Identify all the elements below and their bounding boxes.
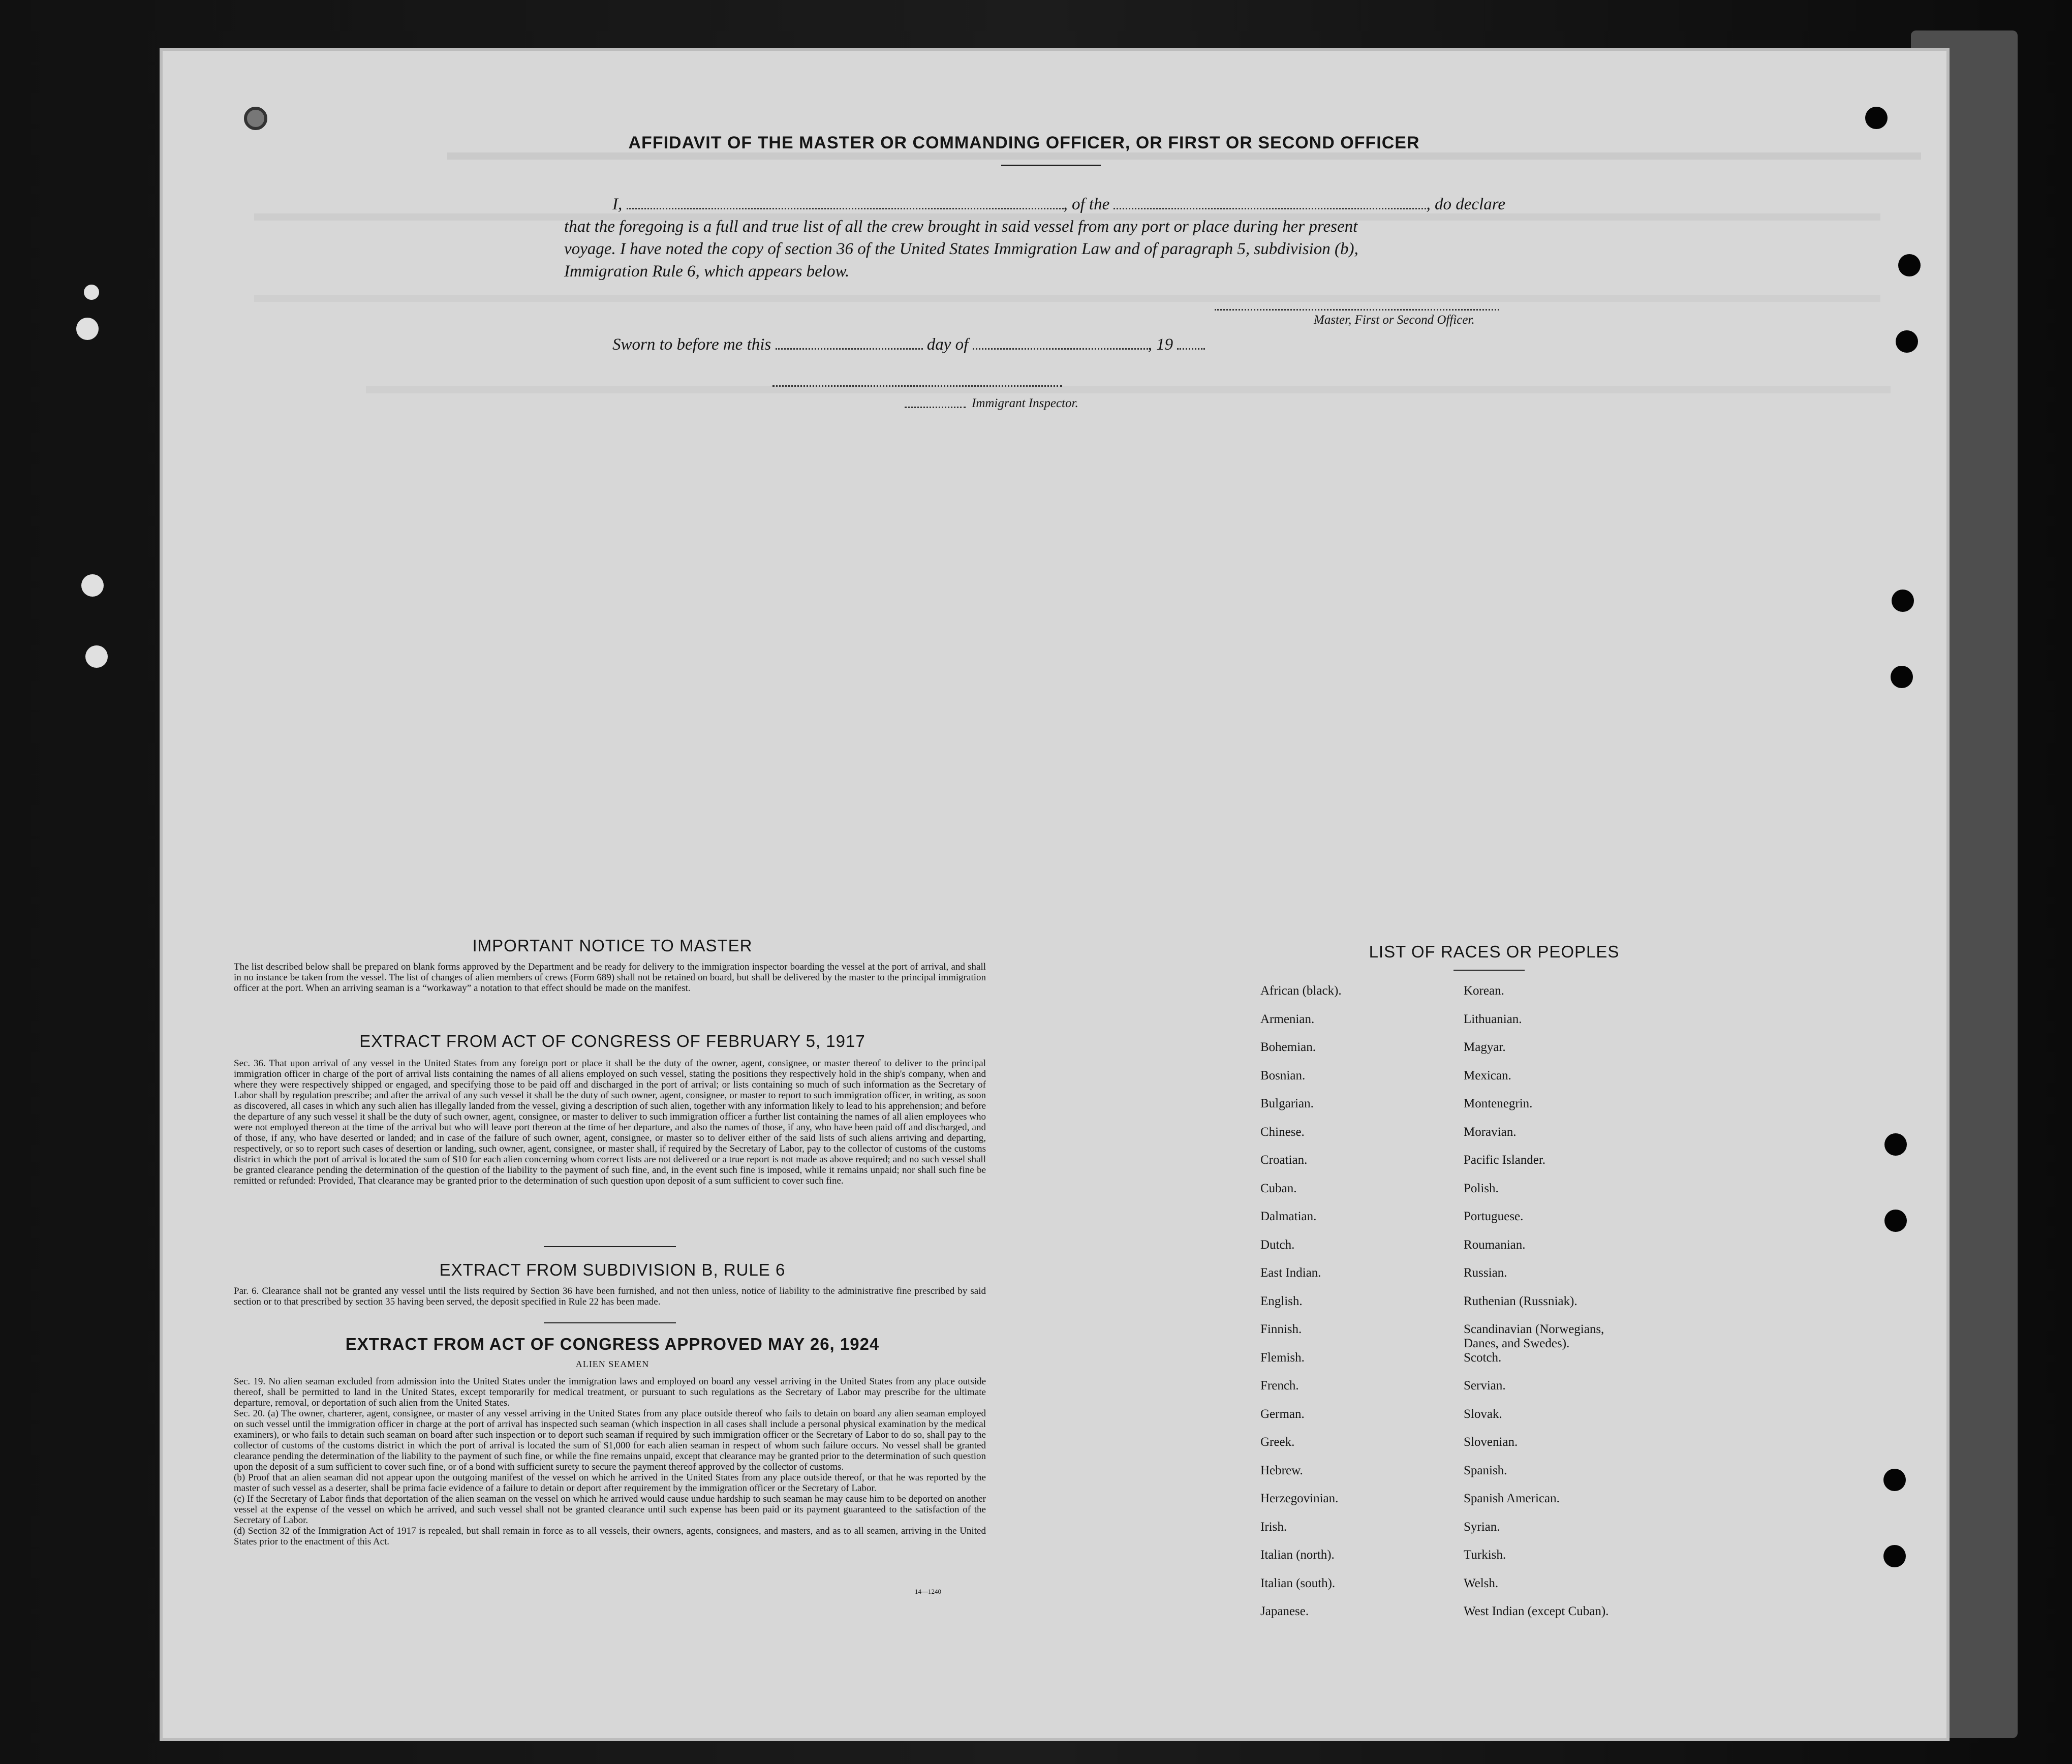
- alien-seamen-heading: ALIEN SEAMEN: [575, 1359, 650, 1369]
- year-label: , 19: [1148, 335, 1173, 354]
- race-item: Roumanian.: [1464, 1237, 1526, 1252]
- punch-hole: [1865, 107, 1888, 129]
- race-item: Croatian.: [1260, 1153, 1308, 1167]
- race-item: West Indian (except Cuban).: [1464, 1604, 1609, 1618]
- race-item: Russian.: [1464, 1266, 1507, 1280]
- punch-hole: [1891, 666, 1913, 688]
- bleed-through: [366, 386, 1891, 393]
- race-item: Slovak.: [1464, 1407, 1502, 1421]
- race-item: Spanish American.: [1464, 1492, 1560, 1505]
- race-item: Hebrew.: [1260, 1463, 1303, 1477]
- race-item: Spanish.: [1464, 1463, 1507, 1477]
- extract-1917-body: Sec. 36. That upon arrival of any vessel in the United States from any foreign port or place it shall be the duty of the owner, agent, consignee, or master thereof to deliver to the principal immigration officer in charge of the port of arrival lists containing the names of all aliens employed on such vessel, stating the positions they respectively hold in the ship's company, when and where they were respectively shipped or engaged, and specifying those to be paid off and discharged in the port of arrival; or lists containing so much of such information as the Secretary of Labor shall by regulation prescribe; and after the arrival of any such vessel it shall be the duty of such owner, agent, consignee, or master to report to such immigration officer, in writing, as soon as discovered, all cases in which any such alien has illegally landed from the vessel, giving a description of such alien, together with any information likely to lead to his apprehension; and before the departure of any such vessel it shall be the duty of such owner, agent, consignee, or master to deliver to such immigration officer a further list containing the names of all alien employees who were not employed thereon at the time of the arrival but who will leave port thereon at the time of her departure, and also the names of those, if any, who have been paid off and discharged, and of those, if any, who have deserted or landed; and in case of the failure of such owner, agent, consignee, or master so to deliver either of the said lists of such aliens arriving and departing, respectively, or so to report such cases of desertion or landing, such owner, agent, consignee, or master shall, if required by the Secretary of Labor, pay to the collector of customs of the customs district in which the port of arrival is located the sum of $10 for each alien concerning whom correct lists are not delivered or a true report is not made as above required; and no such vessel shall be granted clearance pending the determination of the question of the liability to the payment of such fine, and, in the event such fine is imposed, while it remains unpaid; nor shall such fine be remitted or refunded: Provided, That clearance may be granted prior to the determination of such question upon deposit of a sum sufficient to cover such fine.: [234, 1058, 986, 1186]
- race-item: African (black).: [1260, 984, 1342, 998]
- extract-1924-title: EXTRACT FROM ACT OF CONGRESS APPROVED MAY 26, 1924: [345, 1335, 880, 1353]
- race-item: Chinese.: [1260, 1125, 1305, 1139]
- punch-hole: [244, 107, 267, 130]
- race-item: Portuguese.: [1464, 1210, 1524, 1223]
- race-item: Scandinavian (Norwegians, Danes, and Swedes).: [1464, 1322, 1604, 1350]
- punch-hole: [1883, 1469, 1906, 1491]
- of-the-label: , of the: [1063, 195, 1110, 213]
- master-signature-field[interactable]: [1215, 304, 1499, 311]
- sworn-label: Sworn to before me this: [612, 335, 771, 354]
- race-item: Lithuanian.: [1464, 1012, 1522, 1026]
- punch-hole: [1896, 330, 1918, 353]
- extract-rule6-title: EXTRACT FROM SUBDIVISION B, RULE 6: [439, 1260, 786, 1279]
- sworn-line: [612, 335, 1205, 354]
- race-item: Italian (north).: [1260, 1548, 1335, 1562]
- bleed-through: [254, 295, 1880, 302]
- notice-title: IMPORTANT NOTICE TO MASTER: [472, 936, 753, 955]
- inspector-caption: Immigrant Inspector.: [972, 396, 1078, 410]
- form-code: 14—1240: [915, 1588, 941, 1595]
- punch-hole: [85, 645, 108, 668]
- extract-1917-title: EXTRACT FROM ACT OF CONGRESS OF FEBRUARY 5, 1917: [359, 1032, 865, 1050]
- races-list-right: [1464, 984, 1609, 1633]
- race-item: Japanese.: [1260, 1604, 1309, 1618]
- races-rule: [1454, 970, 1525, 971]
- race-item: Bulgarian.: [1260, 1097, 1314, 1110]
- declare-label: , do declare: [1426, 195, 1505, 213]
- race-item: Mexican.: [1464, 1068, 1511, 1082]
- affidavit-declaration-line: [612, 195, 1505, 214]
- race-item: Armenian.: [1260, 1012, 1315, 1026]
- race-item: Syrian.: [1464, 1520, 1500, 1534]
- section-rule: [544, 1246, 676, 1247]
- punch-hole: [76, 318, 99, 340]
- race-item: Herzegovinian.: [1260, 1492, 1339, 1505]
- race-item: Bohemian.: [1260, 1040, 1316, 1054]
- inspector-signature-field[interactable]: [772, 380, 1062, 387]
- race-item: Magyar.: [1464, 1040, 1506, 1054]
- race-item: Flemish.: [1260, 1350, 1305, 1365]
- race-item: Servian.: [1464, 1379, 1506, 1392]
- punch-hole: [1892, 590, 1914, 612]
- affidavit-text-line: Immigration Rule 6, which appears below.: [564, 262, 850, 281]
- punch-hole: [1883, 1545, 1906, 1567]
- race-item: English.: [1260, 1294, 1303, 1308]
- punch-hole: [84, 285, 99, 300]
- race-item: Turkish.: [1464, 1548, 1506, 1562]
- punch-hole: [1884, 1133, 1907, 1156]
- year-field[interactable]: [1177, 343, 1205, 350]
- race-item: Moravian.: [1464, 1125, 1517, 1139]
- i-label: I,: [612, 195, 623, 213]
- affidavit-text-line: voyage. I have noted the copy of section 36 of the United States Immigration Law and of paragraph 5, subdivision (b),: [564, 240, 1358, 258]
- title-rule: [1001, 165, 1101, 166]
- races-list-left: [1260, 984, 1342, 1633]
- extract-1924-body: Sec. 19. No alien seaman excluded from admission into the United States under the immigration laws and employed on board any vessel arriving in the United States from any place outside thereof, shall be permitted to land in the United States, except temporarily for medical treatment, or pursuant to such regulations as the Secretary of Labor may prescribe for the ultimate departure, removal, or deportation of such alien from the United States. Sec. 20. (a) The owner, charterer, agent, consignee, or master of any vessel arriving in the United States from any place outside thereof who fails to detain on board any alien seaman employed on such vessel until the immigration officer in charge at the port of arrival has inspected such seaman (which inspection in all cases shall include a personal physical examination by the medical examiners), or who fails to detain such seaman on board after such inspection or to deport such seaman if required by such immigration officer or the Secretary of Labor to do so, shall pay to the collector of customs of the customs district in which the port of arrival is located the sum of $1,000 for each alien seaman in respect of whom such failure occurs. No vessel shall be granted clearance pending the determination of the liability to the payment of such fine, or while the fine remains unpaid, except that clearance may be granted prior to the determination of such question upon the deposit of a sum sufficient to cover such fine, or of a bond with sufficient surety to secure the payment thereof approved by the collector of customs. (b) Proof that an alien seaman did not appear upon the outgoing manifest of the vessel on which he arrived in the United States from any place outside thereof, or that he was reported by the master of such vessel as a deserter, shall be prima facie evidence of a failure to detain or deport after requirement by the immigration officer or the Secretary of Labor. (c) If the Secretary of Labor finds that deportation of the alien seaman on the vessel on which he arrived would cause undue hardship to such seaman he may cause him to be deported on another vessel at the expense of the vessel on which he arrived, and such vessel shall not be granted clearance until such expense has been paid or its payment guaranteed to the satisfaction of the Secretary of Labor. (d) Section 32 of the Immigration Act of 1917 is repealed, but shall remain in force as to all vessels, their owners, agents, consignees, and masters, and as to all seamen, arriving in the United States prior to the enactment of this Act.: [234, 1376, 986, 1547]
- race-item: Polish.: [1464, 1181, 1499, 1195]
- punch-hole: [81, 574, 104, 597]
- race-item: Slovenian.: [1464, 1435, 1518, 1449]
- affidavit-title: AFFIDAVIT OF THE MASTER OR COMMANDING OFFICER, OR FIRST OR SECOND OFFICER: [628, 133, 1420, 152]
- name-field[interactable]: [627, 203, 1064, 209]
- bleed-through: [447, 152, 1921, 160]
- race-item: Dalmatian.: [1260, 1210, 1317, 1223]
- race-item: Welsh.: [1464, 1576, 1499, 1590]
- month-field[interactable]: [973, 343, 1148, 350]
- race-item: Bosnian.: [1260, 1068, 1306, 1082]
- race-item: Italian (south).: [1260, 1576, 1336, 1590]
- race-item: Finnish.: [1260, 1322, 1302, 1336]
- race-item: French.: [1260, 1379, 1299, 1392]
- inspector-dots: [905, 401, 966, 408]
- race-item: Irish.: [1260, 1520, 1287, 1534]
- race-item: Dutch.: [1260, 1237, 1295, 1252]
- extract-rule6-body: Par. 6. Clearance shall not be granted any vessel until the lists required by Section 36 have been furnished, and not then unless, notice of liability to the administrative fine prescribed by said section or to that prescribed by section 35 having been served, the deposit specified in Rule 22 has been made.: [234, 1286, 986, 1307]
- race-item: Korean.: [1464, 984, 1504, 998]
- punch-hole: [1898, 254, 1921, 276]
- affidavit-text-line: that the foregoing is a full and true list of all the crew brought in said vessel from any port or place during her present: [564, 218, 1358, 236]
- race-item: Pacific Islander.: [1464, 1153, 1546, 1167]
- race-item: Ruthenian (Russniak).: [1464, 1294, 1578, 1308]
- race-item: Montenegrin.: [1464, 1097, 1533, 1110]
- punch-hole: [1884, 1210, 1907, 1232]
- master-caption: Master, First or Second Officer.: [1314, 313, 1475, 327]
- notice-body: The list described below shall be prepared on blank forms approved by the Department and be ready for delivery to the immigration inspector boarding the vessel at the port of arrival, and shall in no instance be taken from the vessel. The list of changes of alien members of crews (Form 689) shall not be retained on board, but shall be delivered by the master to the principal immigration officer at the port. When an arriving seaman is a “workaway” a notation to that effect should be made on the manifest.: [234, 962, 986, 994]
- day-of-label: day of: [926, 335, 969, 354]
- day-field[interactable]: [776, 343, 923, 350]
- race-item: German.: [1260, 1407, 1305, 1421]
- race-item: Greek.: [1260, 1435, 1295, 1449]
- races-title: LIST OF RACES OR PEOPLES: [1369, 942, 1620, 961]
- race-item: Cuban.: [1260, 1181, 1297, 1195]
- vessel-field[interactable]: [1114, 203, 1426, 209]
- race-item: Scotch.: [1464, 1350, 1502, 1365]
- race-item: East Indian.: [1260, 1266, 1321, 1280]
- section-rule: [544, 1322, 676, 1323]
